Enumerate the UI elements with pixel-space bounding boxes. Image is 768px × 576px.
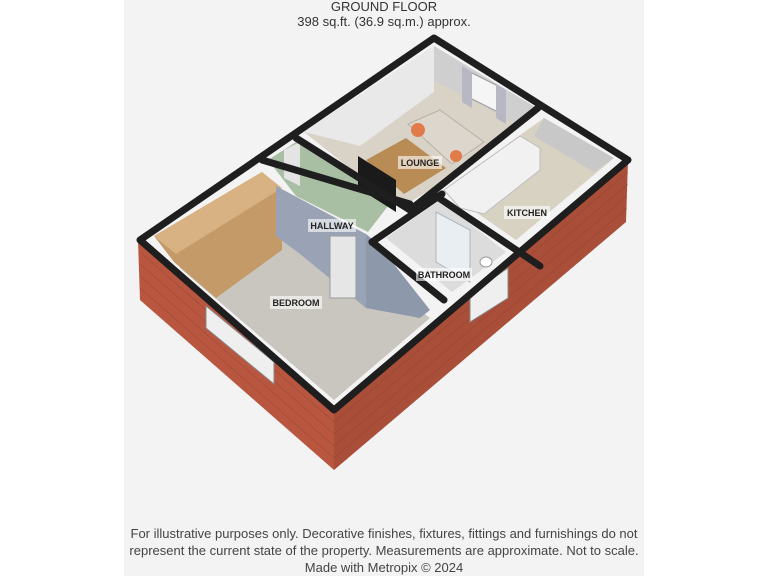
floor-area: 398 sq.ft. (36.9 sq.m.) approx. <box>297 14 471 29</box>
bathroom-toilet <box>480 257 492 267</box>
floorplan-footer <box>0 525 768 576</box>
disclaimer-line-1: For illustrative purposes only. Decorative finishes, fixtures, fittings and furnishings do not <box>130 526 638 541</box>
lounge-curtains-2 <box>496 84 506 124</box>
copyright-line: Made with Metropix © 2024 <box>304 560 464 575</box>
label-lounge: LOUNGE <box>400 158 440 168</box>
label-kitchen: KITCHEN <box>507 208 547 218</box>
floor-title: GROUND FLOOR <box>330 0 438 14</box>
disclaimer-line-2: represent the current state of the property. Measurements are approximate. Not to scale. <box>129 543 639 558</box>
label-bathroom: BATHROOM <box>417 270 471 280</box>
label-bedroom: BEDROOM <box>272 298 320 308</box>
hallway-door <box>330 236 356 298</box>
label-hallway: HALLWAY <box>310 221 354 231</box>
cushion-2 <box>450 150 462 162</box>
lounge-curtains <box>462 66 472 108</box>
cushion-1 <box>411 123 425 137</box>
